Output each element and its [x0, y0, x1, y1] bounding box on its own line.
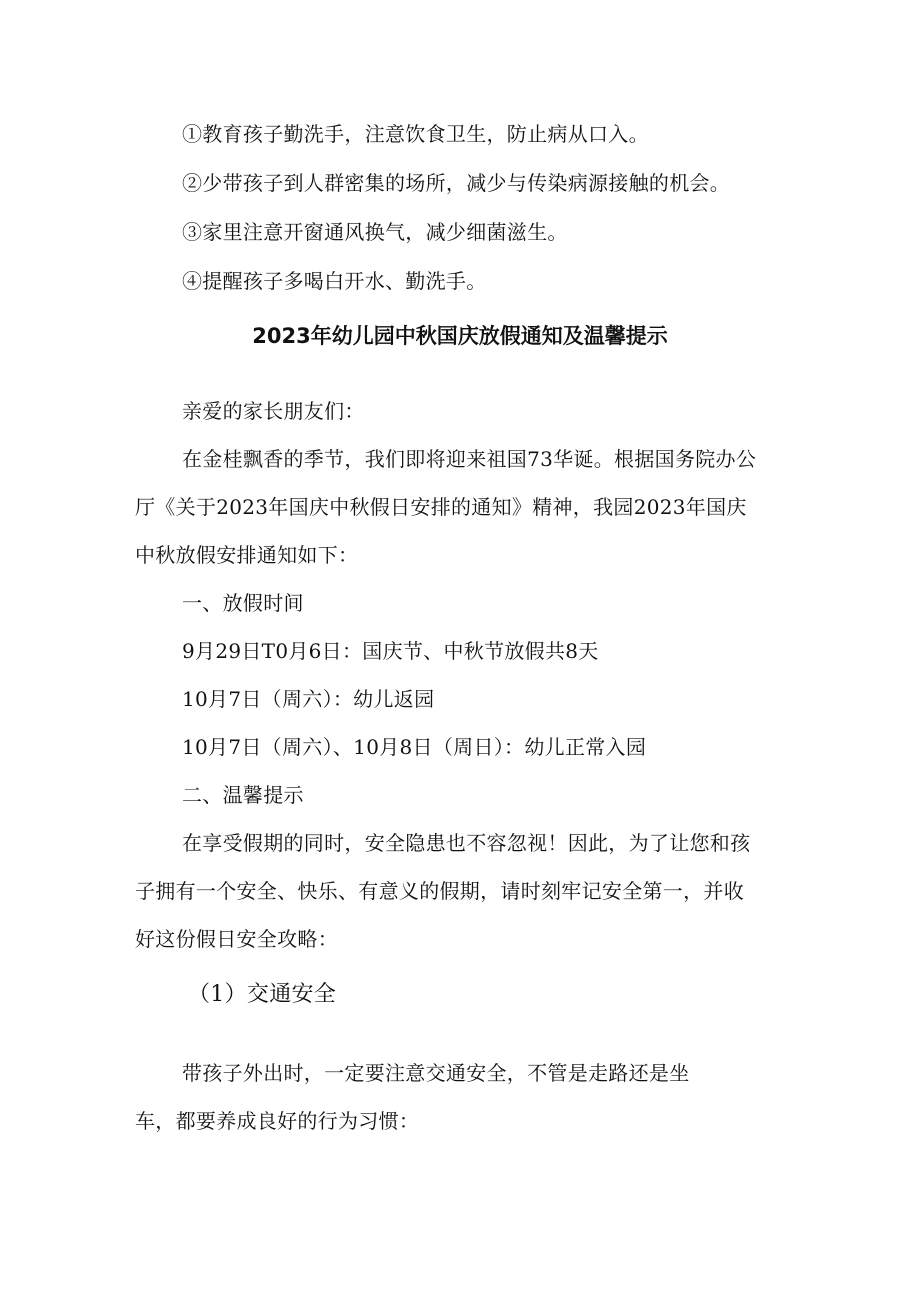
tips-paragraph-line-2: 子拥有一个安全、快乐、有意义的假期，请时刻牢记安全第一，并收: [135, 879, 744, 903]
intro-line-3: 中秋放假安排通知如下：: [135, 543, 359, 567]
schedule-item-2: 10月7日（周六）：幼儿返园: [182, 687, 435, 711]
intro-line-1: 在金桂飘香的季节，我们即将迎来祖国73华诞。根据国务院办公: [182, 447, 757, 471]
tips-paragraph-line-1: 在享受假期的同时，安全隐患也不容忽视！因此，为了让您和孩: [182, 831, 751, 855]
intro-line-2: 厅《关于2023年国庆中秋假日安排的通知》精神，我园2023年国庆: [135, 495, 747, 519]
document-title: 2023年幼儿园中秋国庆放假通知及温馨提示: [252, 324, 668, 348]
subheading-traffic-safety: （1）交通安全: [188, 982, 337, 1007]
schedule-item-3: 10月7日（周六）、10月8日（周日）：幼儿正常入园: [182, 735, 647, 759]
section-heading-tips: 二、温馨提示: [182, 783, 304, 807]
schedule-item-1: 9月29日T0月6日：国庆节、中秋节放假共8天: [182, 639, 599, 663]
tip-4: ④提醒孩子多喝白开水、勤洗手。: [182, 269, 487, 293]
tip-2: ②少带孩子到人群密集的场所，减少与传染病源接触的机会。: [182, 171, 731, 195]
tip-1: ①教育孩子勤洗手，注意饮食卫生，防止病从口入。: [182, 122, 649, 146]
traffic-line-2: 车，都要养成良好的行为习惯：: [135, 1109, 420, 1133]
tips-paragraph-line-3: 好这份假日安全攻略：: [135, 927, 338, 951]
traffic-line-1: 带孩子外出时，一定要注意交通安全，不管是走路还是坐: [182, 1061, 690, 1085]
tip-3: ③家里注意开窗通风换气，减少细菌滋生。: [182, 220, 568, 244]
section-heading-holiday-time: 一、放假时间: [182, 591, 304, 615]
greeting: 亲爱的家长朋友们：: [182, 399, 365, 423]
